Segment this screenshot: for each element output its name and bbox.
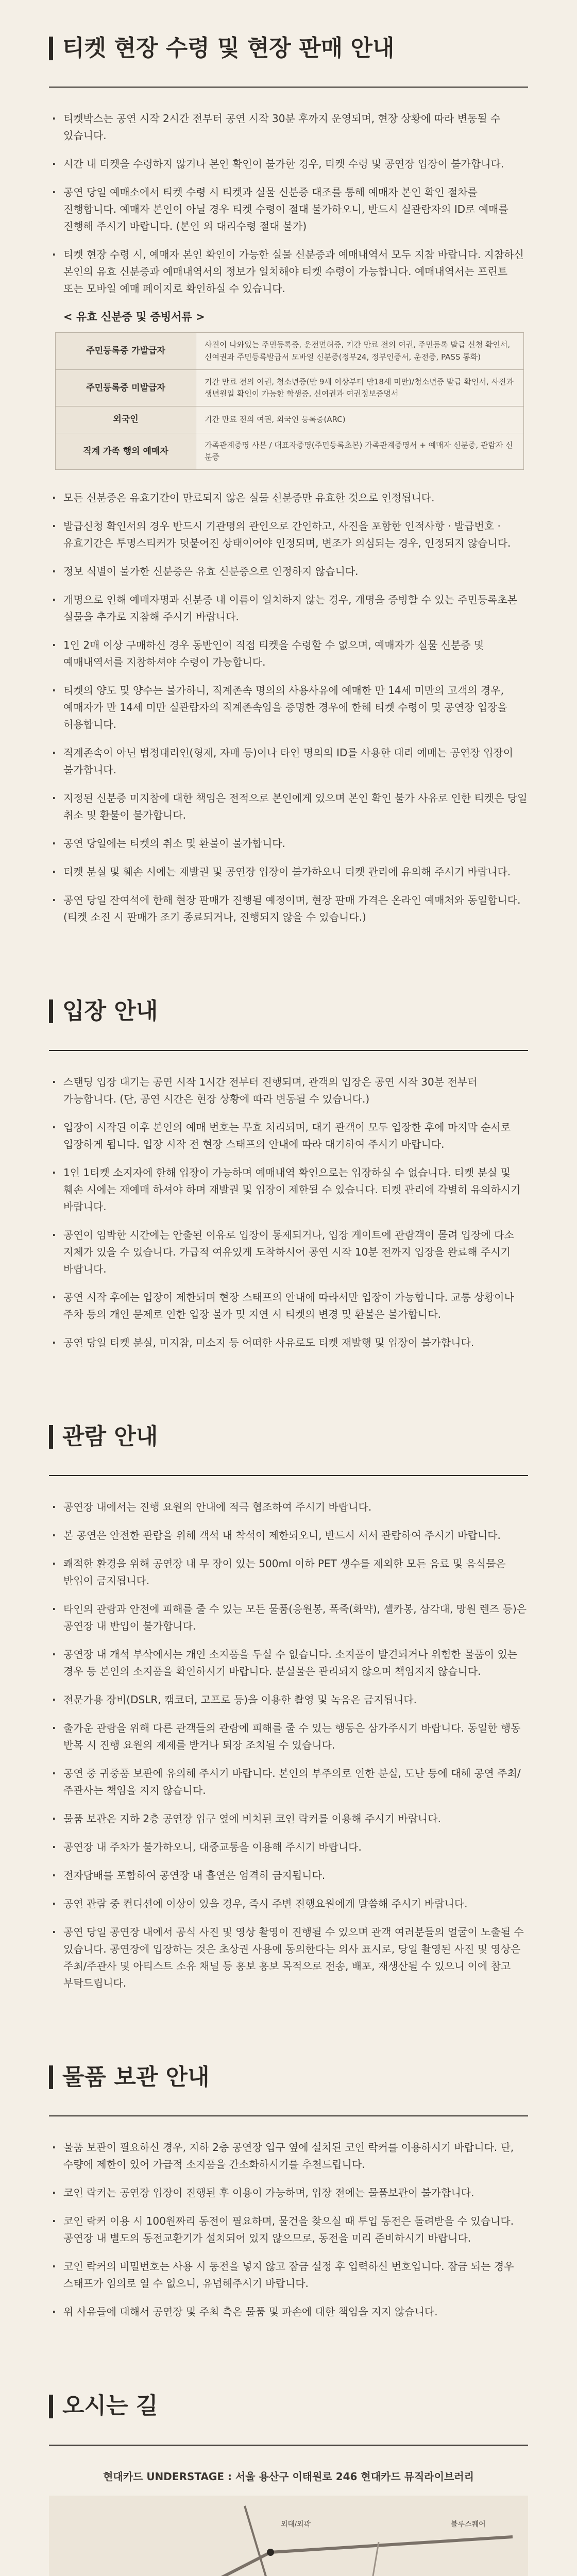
list-item: · 공연 당일 잔여석에 한해 현장 판매가 진행될 예정이며, 현장 판매 가격은 온라인 예매처와 동일합니다. (티켓 소진 시 판매가 조기 종료되거나, 진행되지 않을 수 있습니다.) [49, 892, 528, 926]
list-item: · 티켓의 양도 및 양수는 불가하니, 직계존속 명의의 사용사유에 예매한 만 14세 미만의 고객의 경우, 예매자가 만 14세 미만 실관람자의 직계존속임을 증명한 경우에 한해 티켓 수령이 및 공연장 입장을 허용합니다. [49, 682, 528, 733]
list-item: · 발급신청 확인서의 경우 반드시 기관명의 관인으로 간인하고, 사진을 포함한 인적사항 · 발급번호 · 유효기간은 투명스티커가 덧붙어진 상태이어야 인정되며, 변조가 의심되는 경우, 인정되지 않습니다. [49, 518, 528, 552]
id-table [55, 332, 524, 470]
list-item: · 공연 시작 후에는 입장이 제한되며 현장 스태프의 안내에 따라서만 입장이 가능합니다. 교통 상황이나 주차 등의 개인 문제로 인한 입장 불가 및 지연 시 티켓의 변경 및 환불은 불가합니다. [49, 1289, 528, 1323]
list-item: · 물품 보관이 필요하신 경우, 지하 2층 공연장 입구 옆에 설치된 코인 락커를 이용하시기 바랍니다. 단, 수량에 제한이 있어 가급적 소지품을 간소화하시기를 추천드립니다. [49, 2139, 528, 2173]
title-bar-icon [49, 2065, 53, 2089]
section-title [49, 2394, 528, 2418]
section-divider [49, 87, 528, 88]
section-title [49, 1425, 528, 1449]
list-item: · 코인 락커는 공연장 입장이 진행된 후 이용이 가능하며, 입장 전에는 물품보관이 불가합니다. [49, 2184, 528, 2201]
section-divider [49, 1050, 528, 1051]
table-row [56, 369, 524, 406]
title-bar-icon [49, 37, 53, 60]
list-item: · 코인 락커 이용 시 100원짜리 동전이 필요하며, 물건을 찾으실 때 투입 동전은 돌려받을 수 있습니다. 공연장 내 별도의 동전교환기가 설치되어 있지 않으므로, 동전을 미리 준비하시기 바랍니다. [49, 2213, 528, 2247]
list-item: · 출가운 관람을 위해 다른 관객들의 관람에 피해를 줄 수 있는 행동은 삼가주시기 바랍니다. 동일한 행동 반복 시 진행 요원의 제제를 받거나 퇴장 조치될 수 있습니다. [49, 1720, 528, 1754]
list-item: · 개명으로 인해 예매자명과 신분증 내 이름이 일치하지 않는 경우, 개명을 증빙할 수 있는 주민등록초본 실물을 추가로 지참해 주시기 바랍니다. [49, 591, 528, 625]
list-item: · 공연 당일 티켓 분실, 미지참, 미소지 등 어떠한 사유로도 티켓 재발행 및 입장이 불가합니다. [49, 1334, 528, 1351]
title-bar-icon [49, 2395, 53, 2418]
list-item: · 1인 2매 이상 구매하신 경우 동반인이 직접 티켓을 수령할 수 없으며, 예매자가 실물 신분증 및 예매내역서를 지참하셔야 수령이 가능합니다. [49, 637, 528, 671]
list-item: · 시간 내 티켓을 수령하지 않거나 본인 확인이 불가한 경우, 티켓 수령 및 공연장 입장이 불가합니다. [49, 156, 528, 173]
ticket-more-bullets [49, 489, 528, 926]
list-item: · 공연 당일 공연장 내에서 공식 사진 및 영상 촬영이 진행될 수 있으며 관객 여러분들의 얼굴이 노출될 수 있습니다. 공연장에 입장하는 것은 초상권 사용에 동의한다는 의사 표시로, 당일 촬영된 사진 및 영상은 주최/주관사 및 아티스트 소유 채널 등 홍보 홍보 목적으로 전송, 배포, 재생산될 수 있으니 이에 참고 부탁드립니다. [49, 1924, 528, 1992]
id-table-caption: < 유효 신분증 및 증빙서류 > [63, 311, 205, 324]
table-head-cell: 주민등록증 가발급자 [56, 333, 196, 370]
section-title-text: 티켓 현장 수령 및 현장 판매 안내 [62, 35, 395, 61]
table-body-cell: 기간 만료 전의 여권, 청소년증(만 9세 이상부터 만18세 미만)/청소년증 발급 확인서, 사진과 생년월일 확인이 가능한 학생증, 신여권과 여권정보증명서 [196, 369, 524, 406]
directions-section [49, 2332, 528, 2576]
section-divider [49, 2445, 528, 2446]
list-item: · 코인 락커의 비밀번호는 사용 시 동전을 넣지 않고 잠금 설정 후 입력하신 번호입니다. 잠금 되는 경우 스태프가 임의로 열 수 없으니, 유념해주시기 바랍니다. [49, 2258, 528, 2292]
list-item: · 공연 당일 예매소에서 티켓 수령 시 티켓과 실물 신분증 대조를 통해 예매자 본인 확인 절차를 진행합니다. 예매자 본인이 아닐 경우 티켓 수령이 절대 불가하오니, 반드시 실관람자의 ID로 예매를 진행해 주시기 바랍니다. (본인 외 대리수령 절대 불가) [49, 184, 528, 235]
list-item: · 모든 신분증은 유효기간이 만료되지 않은 실물 신분증만 유효한 것으로 인정됩니다. [49, 489, 528, 506]
section-title-text: 오시는 길 [62, 2393, 158, 2419]
list-item: · 공연 관람 중 컨디션에 이상이 있을 경우, 즉시 주변 진행요원에게 말씀해 주시기 바랍니다. [49, 1895, 528, 1912]
table-head-cell: 주민등록증 미발급자 [56, 369, 196, 406]
list-item: · 공연이 임박한 시간에는 안출된 이유로 입장이 통제되거나, 입장 게이트에 관람객이 몰려 입장에 다소 지체가 있을 수 있습니다. 가급적 여유있게 도착하시어 공연 시작 10분 전까지 입장을 완료해 주시기 바랍니다. [49, 1227, 528, 1278]
section-title [49, 2065, 528, 2090]
ticket-section-header [49, 36, 528, 88]
storage-bullets [49, 2139, 528, 2320]
list-item: · 지정된 신분증 미지참에 대한 책임은 전적으로 본인에게 있으며 본인 확인 불가 사유로 인한 티켓은 당일 취소 및 환불이 불가합니다. [49, 790, 528, 824]
section-divider [49, 1475, 528, 1476]
ticket-section [49, 0, 528, 926]
entry-section [49, 937, 528, 1351]
section-title-text: 물품 보관 안내 [62, 2064, 210, 2091]
directions-section-header [49, 2394, 528, 2445]
storage-section-header [49, 2065, 528, 2116]
entry-section-header [49, 999, 528, 1050]
viewing-section [49, 1363, 528, 1992]
list-item: · 위 사유들에 대해서 공연장 및 주최 측은 물품 및 파손에 대한 책임을 지지 않습니다. [49, 2303, 528, 2320]
table-row [56, 433, 524, 470]
entry-bullets [49, 1074, 528, 1351]
section-title-text: 관람 안내 [62, 1423, 158, 1450]
list-item: · 전자담배를 포함하여 공연장 내 흡연은 엄격히 금지됩니다. [49, 1867, 528, 1884]
list-item: · 티켓박스는 공연 시작 2시간 전부터 공연 시작 30분 후까지 운영되며, 현장 상황에 따라 변동될 수 있습니다. [49, 110, 528, 144]
viewing-section-header [49, 1425, 528, 1476]
section-divider [49, 2115, 528, 2116]
list-item: · 정보 식별이 불가한 신분증은 유효 신분증으로 인정하지 않습니다. [49, 563, 528, 580]
list-item: · 타인의 관람과 안전에 피해를 줄 수 있는 모든 물품(응원봉, 폭죽(화약), 셀카봉, 삼각대, 망원 렌즈 등)은 공연장 내 반입이 불가합니다. [49, 1601, 528, 1635]
list-item: · 티켓 분실 및 훼손 시에는 재발권 및 공연장 입장이 불가하오니 티켓 관리에 유의해 주시기 바랍니다. [49, 863, 528, 880]
title-bar-icon [49, 999, 53, 1023]
list-item: · 입장이 시작된 이후 본인의 예매 번호는 무효 처리되며, 대기 관객이 모두 입장한 후에 마지막 순서로 입장하게 됩니다. 입장 시작 전 현장 스태프의 안내에 따라 대기하여 주시기 바랍니다. [49, 1119, 528, 1153]
title-bar-icon [49, 1425, 53, 1449]
list-item: · 공연장 내 개석 부삭에서는 개인 소지품을 두실 수 없습니다. 소지품이 발견되거나 위험한 물품이 있는 경우 등 본인의 소지품을 확인하시기 바랍니다. 분실물은 관리되지 않으며 책임지지 않습니다. [49, 1646, 528, 1680]
table-row [56, 333, 524, 370]
list-item: · 본 공연은 안전한 관람을 위해 객석 내 착석이 제한되오니, 반드시 서서 관람하여 주시기 바랍니다. [49, 1527, 528, 1544]
map-label-right: 블루스퀘어 [451, 2519, 486, 2528]
ticket-bullets [49, 110, 528, 297]
section-title-text: 입장 안내 [62, 998, 158, 1025]
table-head-cell: 직계 가족 행의 예매자 [56, 433, 196, 470]
map-background [49, 2496, 528, 2576]
list-item: · 공연장 내 주차가 불가하오니, 대중교통을 이용해 주시기 바랍니다. [49, 1839, 528, 1856]
list-item: · 공연 당일에는 티켓의 취소 및 환불이 불가합니다. [49, 835, 528, 852]
list-item: · 공연장 내에서는 진행 요원의 안내에 적극 협조하여 주시기 바랍니다. [49, 1499, 528, 1516]
viewing-bullets [49, 1499, 528, 1992]
map-label-top: 외대/외곽 [281, 2519, 311, 2528]
list-item: · 쾌적한 환경을 위해 공연장 내 무 장이 있는 500ml 이하 PET 생수를 제외한 모든 음료 및 음식물은 반입이 금지됩니다. [49, 1555, 528, 1589]
station-marker-icon [267, 2549, 274, 2556]
location-map [49, 2496, 528, 2576]
table-body-cell: 기간 만료 전의 여권, 외국인 등록증(ARC) [196, 406, 524, 433]
table-row [56, 406, 524, 433]
list-item: · 1인 1티켓 소지자에 한해 입장이 가능하며 예매내역 확인으로는 입장하실 수 없습니다. 티켓 분실 및 훼손 시에는 재예매 하셔야 하며 재발권 및 입장이 제한될 수 있습니다. 티켓 관리에 각별히 유의하시기 바랍니다. [49, 1164, 528, 1215]
list-item: · 직계존속이 아닌 법정대리인(형제, 자매 등)이나 타인 명의의 ID를 사용한 대리 예매는 공연장 입장이 불가합니다. [49, 744, 528, 778]
table-body-cell: 사진이 나와있는 주민등록증, 운전면허증, 기간 만료 전의 여권, 주민등록 발급 신청 확인서, 신여권과 주민등록발급서 모바일 신분증(정부24, 정부인증서, 운전증, PASS 통화) [196, 333, 524, 370]
list-item: · 티켓 현장 수령 시, 예매자 본인 확인이 가능한 실물 신분증과 예매내역서 모두 지참 바랍니다. 지참하신 본인의 유효 신분증과 예매내역서의 정보가 일치해야 티켓 수령이 가능합니다. 예매내역서는 프린트 또는 모바일 예매 페이지로 확인하실 수 있습니다. [49, 246, 528, 297]
list-item: · 공연 중 귀중품 보관에 유의해 주시기 바랍니다. 본인의 부주의로 인한 분실, 도난 등에 대해 공연 주최/주관사는 책임을 지지 않습니다. [49, 1765, 528, 1799]
list-item: · 전문가용 장비(DSLR, 캠코더, 고프로 등)을 이용한 촬영 및 녹음은 금지됩니다. [49, 1691, 528, 1708]
section-title [49, 36, 528, 61]
map-box [49, 2468, 528, 2576]
table-body-cell: 가족관계증명 사본 / 대표자증명(주민등록초본) 가족관계증명서 + 예매자 신분증, 관람자 신분증 [196, 433, 524, 470]
list-item: · 물품 보관은 지하 2층 공연장 입구 옆에 비치된 코인 락커를 이용해 주시기 바랍니다. [49, 1810, 528, 1827]
list-item: · 스탠딩 입장 대기는 공연 시작 1시간 전부터 진행되며, 관객의 입장은 공연 시작 30분 전부터 가능합니다. (단, 공연 시간은 현장 상황에 따라 변동될 수 있습니다.) [49, 1074, 528, 1108]
map-caption: 현대카드 UNDERSTAGE : 서울 용산구 이태원로 246 현대카드 뮤직라이브러리 [103, 2470, 474, 2483]
section-title [49, 999, 528, 1024]
storage-section [49, 2003, 528, 2320]
table-head-cell: 외국인 [56, 406, 196, 433]
id-table-block [49, 309, 528, 470]
